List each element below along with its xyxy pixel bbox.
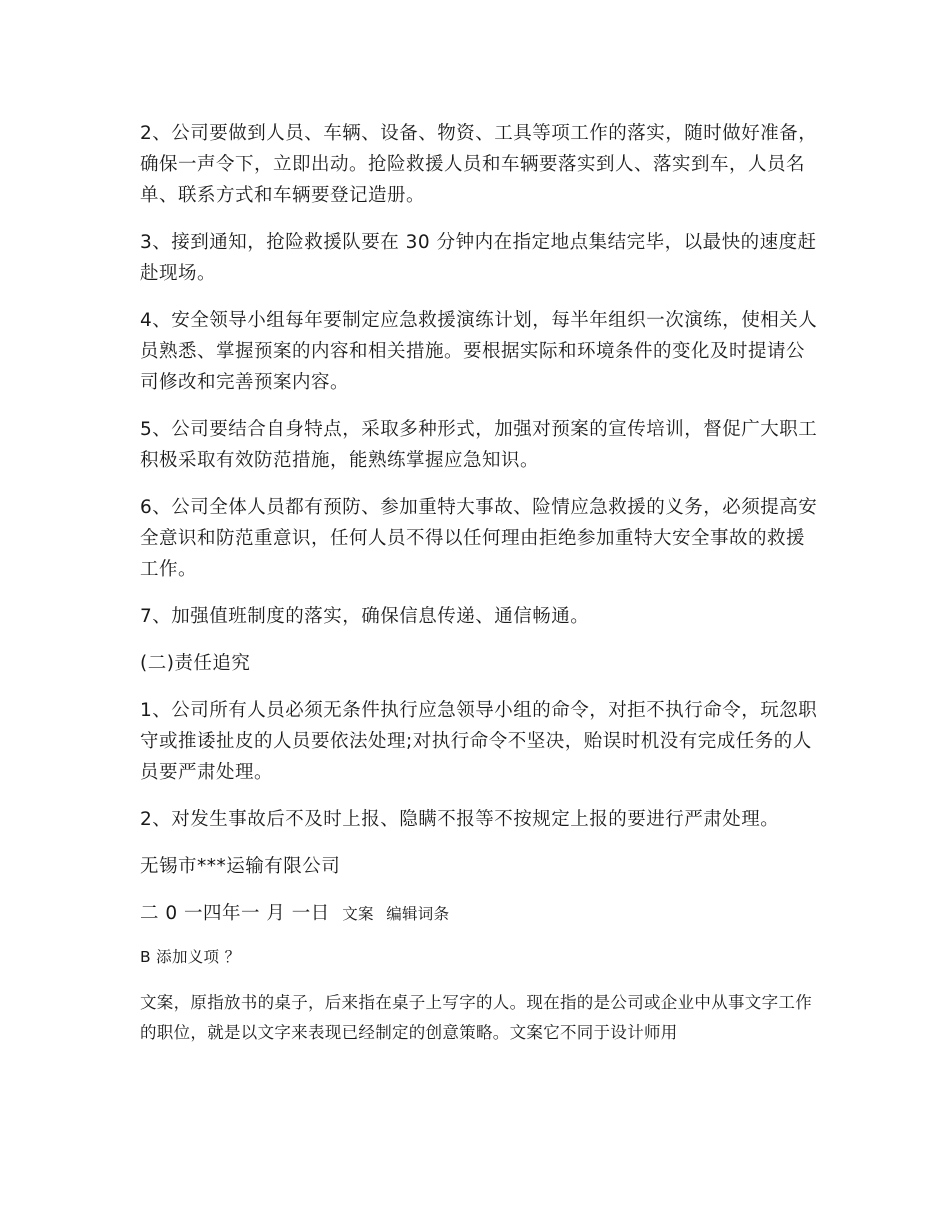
edit-entry-link[interactable]: 编辑词条 <box>386 905 450 923</box>
company-name: 无锡市***运输有限公司 <box>140 856 341 877</box>
paragraph-item-4: 4、安全领导小组每年要制定应急救援演练计划，每半年组织一次演练，使相关人员熟悉、掌握预案的内容和相关措施。要根据实际和环境条件的变化及时提请公司修改和完善预案内容。 <box>140 310 818 393</box>
date-line <box>140 898 820 930</box>
definition-paragraph: 文案，原指放书的桌子，后来指在桌子上写字的人。现在指的是公司或企业中从事文字工作的职位，就是以文字来表现已经制定的创意策略。文案它不同于设计师用 <box>140 993 812 1042</box>
document-date: 二 0 一四年一 月 一日 <box>140 903 330 924</box>
wiki-title: 文案 <box>342 905 374 923</box>
add-meaning-link[interactable]: B 添加义项 ？ <box>140 948 241 966</box>
paragraph-item-6: 6、公司全体人员都有预防、参加重特大事故、险情应急救援的义务，必须提高安全意识和防范重意识，任何人员不得以任何理由拒绝参加重特大安全事故的救援工作。 <box>140 497 818 580</box>
paragraph-item-3: 3、接到通知，抢险救援队要在 30 分钟内在指定地点集结完毕，以最快的速度赶赴现场。 <box>140 232 817 284</box>
paragraph-item-7: 7、加强值班制度的落实，确保信息传递、通信畅通。 <box>140 606 590 627</box>
paragraph-item-5: 5、公司要结合自身特点，采取多种形式，加强对预案的宣传培训，督促广大职工积极采取有效防范措施，能熟练掌握应急知识。 <box>140 419 818 471</box>
section-heading: (二)责任追究 <box>140 653 251 674</box>
paragraph-item-2: 2、公司要做到人员、车辆、设备、物资、工具等项工作的落实，随时做好准备，确保一声令下，立即出动。抢险救援人员和车辆要落实到人、落实到车，人员名单、联系方式和车辆要登记造册。 <box>140 123 818 206</box>
liability-item-1: 1、公司所有人员必须无条件执行应急领导小组的命令，对拒不执行命令，玩忽职守或推诿扯皮的人员要依法处理;对执行命令不坚决，贻误时机没有完成任务的人员要严肃处理。 <box>140 700 818 783</box>
document-page <box>140 118 820 1048</box>
liability-item-2: 2、对发生事故后不及时上报、隐瞒不报等不按规定上报的要进行严肃处理。 <box>140 809 780 830</box>
